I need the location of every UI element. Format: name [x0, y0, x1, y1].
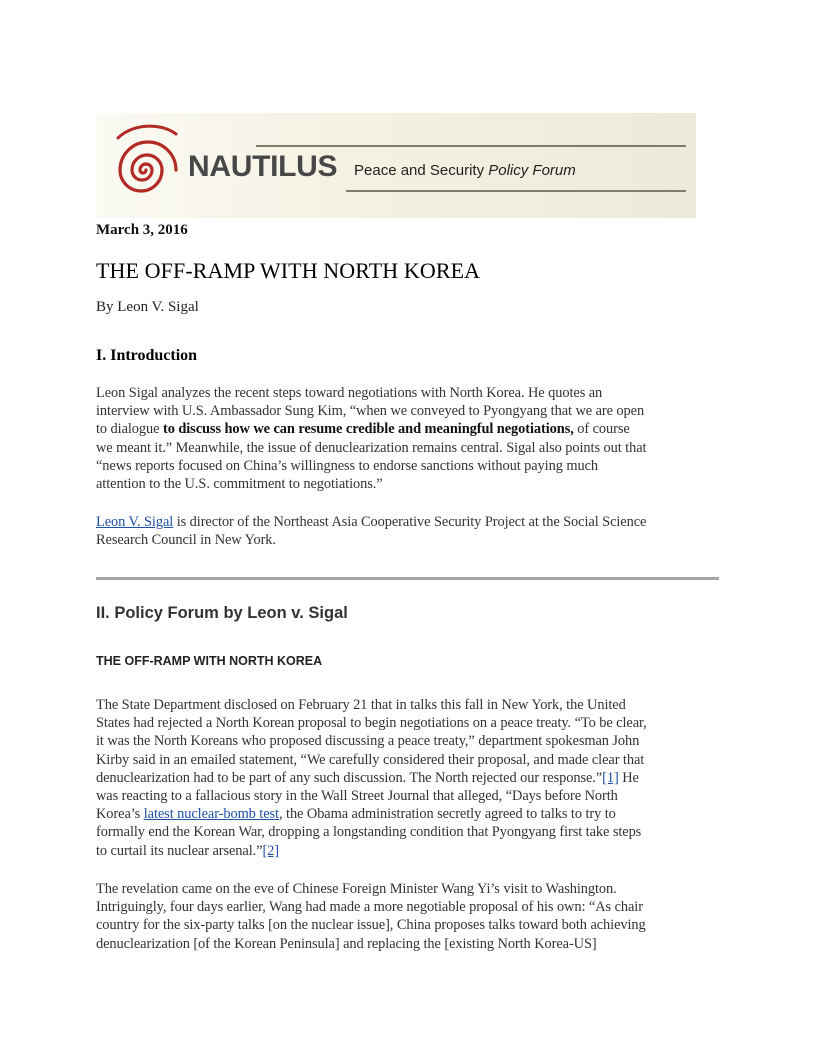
section-heading-introduction: I. Introduction — [96, 347, 198, 364]
text-line: Intriguingly, four days earlier, Wang had made a more negotiable proposal of his own: “As chair — [96, 899, 643, 916]
text-line: Leon Sigal analyzes the recent steps toward negotiations with North Korea. He quotes an — [96, 385, 603, 401]
bold-quote: to discuss how we can resume credible and meaningful negotiations, — [162, 421, 574, 438]
text-line — [96, 805, 728, 823]
text-line: attention to the U.S. commitment to negotiations.” — [96, 476, 383, 493]
banner-rule-bottom — [346, 190, 686, 192]
text-line: The State Department disclosed on February 21 that in talks this fall in New York, the United — [96, 697, 626, 713]
text-run: of course — [573, 421, 630, 438]
text-line: formally end the Korean War, dropping a longstanding condition that Pyongyang first take steps — [96, 824, 642, 841]
text-line — [96, 513, 728, 531]
nautilus-banner — [96, 113, 696, 218]
text-line: was reacting to a fallacious story in the Wall Street Journal that alleged, “Days before North — [96, 788, 618, 805]
text-line: “news reports focused on China’s willingness to endorse sanctions without paying much — [96, 457, 598, 474]
tagline-plain: Peace and Security — [354, 162, 489, 179]
byline: By Leon V. Sigal — [96, 299, 199, 315]
text-line: we meant it.” Meanwhile, the issue of denuclearization remains central. Sigal also points out that — [96, 439, 647, 456]
article-subtitle: THE OFF-RAMP WITH NORTH KOREA — [96, 654, 323, 668]
text-line: denuclearization [of the Korean Peninsula] and replacing the [existing North Korea-US] — [96, 935, 597, 952]
publication-date: March 3, 2016 — [96, 222, 188, 238]
page-title: THE OFF-RAMP WITH NORTH KOREA — [96, 258, 481, 283]
brand-tagline — [354, 162, 576, 180]
text-line — [96, 769, 728, 787]
section-heading-policy-forum: II. Policy Forum by Leon v. Sigal — [96, 604, 348, 622]
text-line: States had rejected a North Korean proposal to begin negotiations on a peace treaty. “To be clear, — [96, 715, 647, 732]
intro-paragraph — [96, 384, 728, 493]
section-divider — [96, 577, 719, 580]
author-link[interactable]: Leon V. Sigal — [96, 514, 174, 530]
author-bio-paragraph — [96, 513, 728, 549]
text-run: He — [618, 769, 639, 786]
banner-rule-top — [256, 145, 686, 147]
text-line — [96, 420, 728, 438]
text-line: Kirby said in an emailed statement, “We carefully considered their proposal, and made clear that — [96, 751, 645, 768]
text-line: country for the six-party talks [on the nuclear issue], China proposes talks toward both achieving — [96, 917, 646, 934]
article-paragraph-2 — [96, 880, 728, 953]
article-paragraph-1 — [96, 696, 728, 860]
text-line: The revelation came on the eve of Chinese Foreign Minister Wang Yi’s visit to Washington. — [96, 881, 617, 897]
text-run: denuclearization had to be part of any such discussion. The North rejected our response.” — [96, 769, 603, 786]
footnote-link-1[interactable]: [1] — [602, 769, 619, 786]
text-run: to curtail its nuclear arsenal.” — [96, 842, 263, 859]
footnote-link-2[interactable]: [2] — [262, 842, 279, 859]
text-run: is director of the Northeast Asia Cooperative Security Project at the Social Science — [173, 514, 647, 530]
text-run: to dialogue — [96, 421, 163, 438]
tagline-italic: Policy Forum — [488, 162, 576, 179]
text-run: , the Obama administration secretly agreed to talks to try to — [278, 806, 616, 823]
nautilus-spiral-logo — [98, 118, 190, 218]
text-line: it was the North Koreans who proposed discussing a peace treaty,” department spokesman John — [96, 733, 640, 750]
nuclear-test-link[interactable]: latest nuclear-bomb test — [143, 806, 279, 823]
text-line — [96, 842, 728, 860]
text-line: interview with U.S. Ambassador Sung Kim, “when we conveyed to Pyongyang that we are open — [96, 403, 645, 420]
text-line: Research Council in New York. — [96, 532, 276, 549]
text-run: Korea’s — [96, 806, 144, 823]
brand-name: NAUTILUS — [188, 150, 338, 183]
